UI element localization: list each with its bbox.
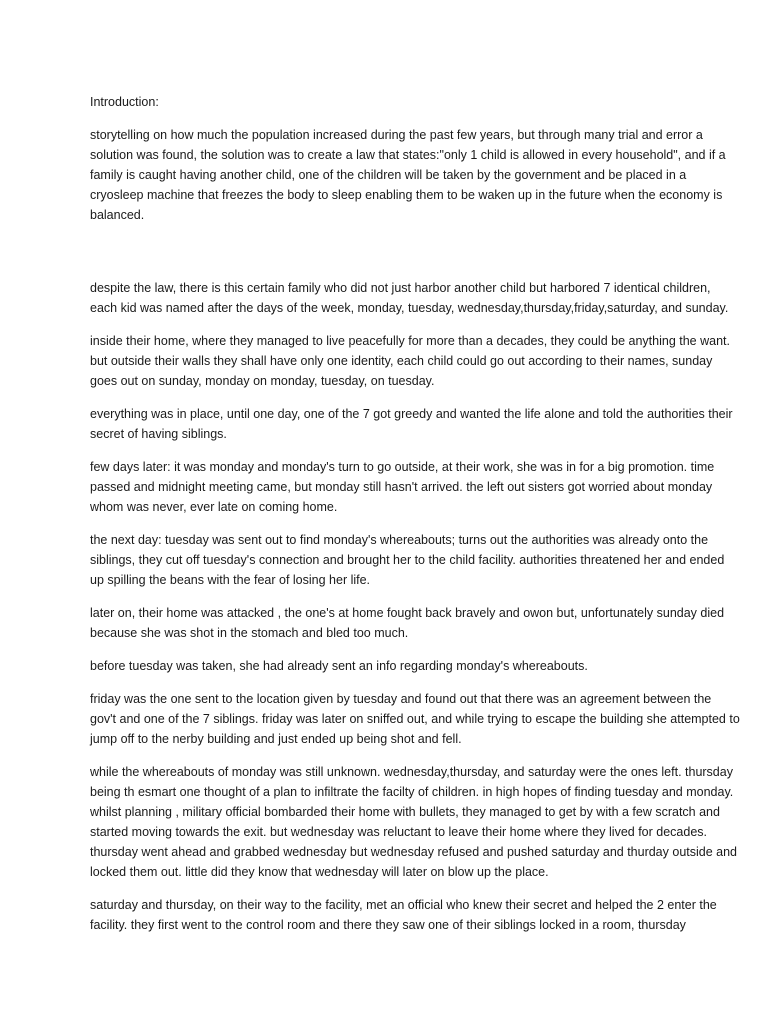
paragraph-intro: storytelling on how much the population increased during the past few years, but through many trial and error a solution was found, the solution was to create a law that states:"only 1 child is allowed in every household", and if a family is caught having another child, one of the children will be taken by the government and be placed in a cryosleep machine that freezes the body to sleep enabling them to be waken up in the future when the economy is balanced.	[90, 128, 726, 222]
section-heading: Introduction:	[90, 95, 159, 109]
paragraph: few days later: it was monday and monday's turn to go outside, at their work, she was in for a big promotion. time passed and midnight meeting came, but monday still hasn't arrived. the left out sisters got worried about monday whom was never, ever late on coming home.	[90, 460, 715, 514]
paragraph: saturday and thursday, on their way to the facility, met an official who knew their secret and helped the 2 enter the facility. they first went to the control room and there they saw one of their siblings locked in a room, thursday	[90, 898, 717, 932]
paragraph: before tuesday was taken, she had already sent an info regarding monday's whereabouts.	[90, 659, 588, 673]
document-body	[90, 92, 740, 948]
paragraph: inside their home, where they managed to live peacefully for more than a decades, they could be anything the want. but outside their walls they shall have only one identity, each child could go out according to their names, sunday goes out on sunday, monday on monday, tuesday, on tuesday.	[90, 334, 730, 388]
paragraph: while the whereabouts of monday was still unknown. wednesday,thursday, and saturday were the ones left. thursday being th esmart one thought of a plan to infiltrate the facilty of children. in high hopes of finding tuesday and monday. whilst planning , military official bombarded their home with bullets, they managed to get by with a few scratch and started moving towards the exit. but wednesday was reluctant to leave their home where they lived for decades. thursday went ahead and grabbed wednesday but wednesday refused and pushed saturday and thurday outside and locked them out. little did they know that wednesday will later on blow up the place.	[90, 765, 737, 879]
paragraph: friday was the one sent to the location given by tuesday and found out that there was an agreement between the gov't and one of the 7 siblings. friday was later on sniffed out, and while trying to escape the building she attempted to jump off to the nerby building and just ended up being shot and fell.	[90, 692, 740, 746]
paragraph: everything was in place, until one day, one of the 7 got greedy and wanted the life alone and told the authorities their secret of having siblings.	[90, 407, 733, 441]
paragraph: the next day: tuesday was sent out to find monday's whereabouts; turns out the authorities was already onto the siblings, they cut off tuesday's connection and brought her to the child facility. authorities threatened her and ended up spilling the beans with the fear of losing her life.	[90, 533, 725, 587]
paragraph: despite the law, there is this certain family who did not just harbor another child but harbored 7 identical children, each kid was named after the days of the week, monday, tuesday, wednesday,thursday,friday,saturday, and sunday.	[90, 281, 729, 315]
paragraph: later on, their home was attacked , the one's at home fought back bravely and owon but, unfortunately sunday died because she was shot in the stomach and bled too much.	[90, 606, 725, 640]
